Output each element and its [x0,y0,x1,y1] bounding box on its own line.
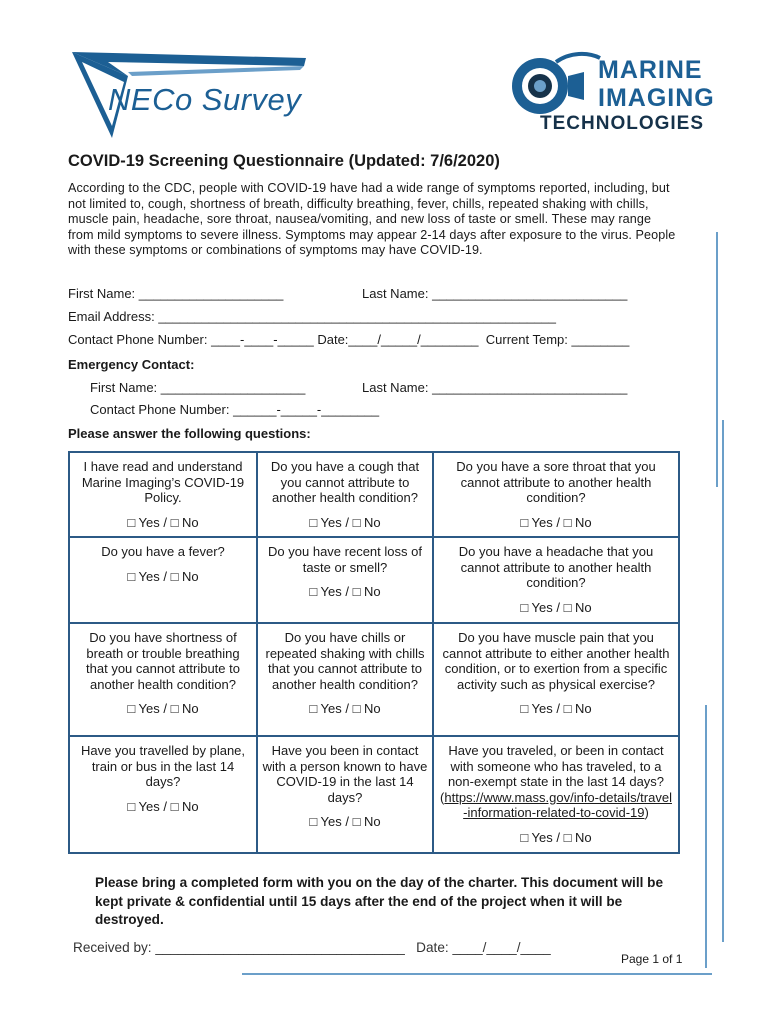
intro-paragraph: According to the CDC, people with COVID-19 have had a wide range of symptoms reported, including, but not limited to, cough, shortness of breath, difficulty breathing, fever, chills, repeated shaking with chills, muscle pain, headache, sore throat, nausea/vomiting, and new loss of taste or smell. These may range from mild symptoms to severe illness. Symptoms may appear 2-14 days after exposure to the virus. People with these symptoms or combinations of symptoms may have COVID-19. [68,181,676,258]
marine-imaging-camera-icon [510,48,602,118]
yes-no-checkboxes[interactable]: □ Yes / □ No [520,701,592,717]
yes-no-checkboxes[interactable]: □ Yes / □ No [520,829,592,845]
first-name-field[interactable]: First Name: ____________________ [68,286,284,301]
question-grid [68,451,680,854]
yes-no-checkboxes[interactable]: □ Yes / □ No [127,568,199,584]
question-text: Have you traveled, or been in contact with someone who has traveled, to a non-exempt state in the last 14 days? [447,743,665,790]
yes-no-checkboxes[interactable]: □ Yes / □ No [127,514,199,530]
yes-no-checkboxes[interactable]: □ Yes / □ No [520,514,592,530]
question-cell [70,453,256,536]
emergency-phone-field[interactable]: Contact Phone Number: ______-_____-________ [90,402,380,417]
page-title: COVID-19 Screening Questionnaire (Updated: 7/6/2020) [68,152,500,170]
question-cell [70,624,256,735]
emergency-contact-heading: Emergency Contact: [68,357,195,372]
received-by-field[interactable]: Received by: _________________________________ Date: ____/____/____ [73,940,551,955]
phone-date-temp-fields[interactable]: Contact Phone Number: ____-____-_____ Date:____/_____/________ Current Temp: ________ [68,332,630,347]
question-cell [258,737,432,852]
yes-no-checkboxes[interactable]: □ Yes / □ No [309,584,381,600]
question-cell [434,624,678,735]
question-text: Do you have chills or repeated shaking with chills that you cannot attribute to another health condition? [265,630,425,692]
question-text: Do you have a cough that you cannot attribute to another health condition? [270,459,420,506]
decorative-line [705,705,707,968]
yes-no-checkboxes[interactable]: □ Yes / □ No [309,514,381,530]
yes-no-checkboxes[interactable]: □ Yes / □ No [309,814,381,830]
yes-no-checkboxes[interactable]: □ Yes / □ No [127,701,199,717]
last-name-field[interactable]: Last Name: ___________________________ [362,286,628,301]
question-text: Have you been in contact with a person known to have COVID-19 in the last 14 days? [262,743,428,805]
travel-info-link-line [438,790,674,821]
decorative-line [716,232,718,487]
neco-survey-logo-text: NECo Survey [108,82,302,117]
paren-close: ) [644,805,649,821]
paren-open: ( [440,789,445,805]
page-number: Page 1 of 1 [621,952,683,966]
emergency-first-name-field[interactable]: First Name: ____________________ [90,380,306,395]
question-text: Do you have recent loss of taste or smell? [268,544,422,575]
question-cell [434,737,678,852]
question-text: Do you have shortness of breath or trouble breathing that you cannot attribute to another health condition? [86,630,240,692]
yes-no-checkboxes[interactable]: □ Yes / □ No [127,798,199,814]
question-text: Do you have a headache that you cannot attribute to another health condition? [458,544,654,591]
decorative-line [722,420,724,942]
decorative-line [242,973,712,975]
question-text: Have you travelled by plane, train or bus in the last 14 days? [80,743,246,790]
question-text: Do you have a sore throat that you cannot attribute to another health condition? [456,459,656,506]
questions-heading: Please answer the following questions: [68,426,311,441]
question-text: Do you have muscle pain that you cannot attribute to either another health condition, or to exertion from a specific activity such as physical exercise? [442,630,670,692]
question-text: Do you have a fever? [101,544,225,559]
question-cell [258,453,432,536]
emergency-last-name-field[interactable]: Last Name: ___________________________ [362,380,628,395]
yes-no-checkboxes[interactable]: □ Yes / □ No [520,599,592,615]
question-cell [70,737,256,852]
question-cell [434,453,678,536]
mass-gov-travel-link[interactable]: https://www.mass.gov/info-details/travel-information-related-to-covid-19 [444,789,672,821]
question-cell [258,538,432,622]
question-cell [70,538,256,622]
question-cell [258,624,432,735]
marine-imaging-logo-line2: IMAGING [598,84,715,112]
question-cell [434,538,678,622]
question-text: I have read and understand Marine Imaging’s COVID-19 Policy. [81,459,245,506]
marine-imaging-logo-line3: TECHNOLOGIES [540,113,705,134]
yes-no-checkboxes[interactable]: □ Yes / □ No [309,701,381,717]
email-field[interactable]: Email Address: _______________________________________________________ [68,309,556,324]
closing-note: Please bring a completed form with you on the day of the charter. This document will be kept private & confidential until 15 days after the end of the project when it will be destroyed. [95,875,664,927]
marine-imaging-logo-line1: MARINE [598,56,703,84]
